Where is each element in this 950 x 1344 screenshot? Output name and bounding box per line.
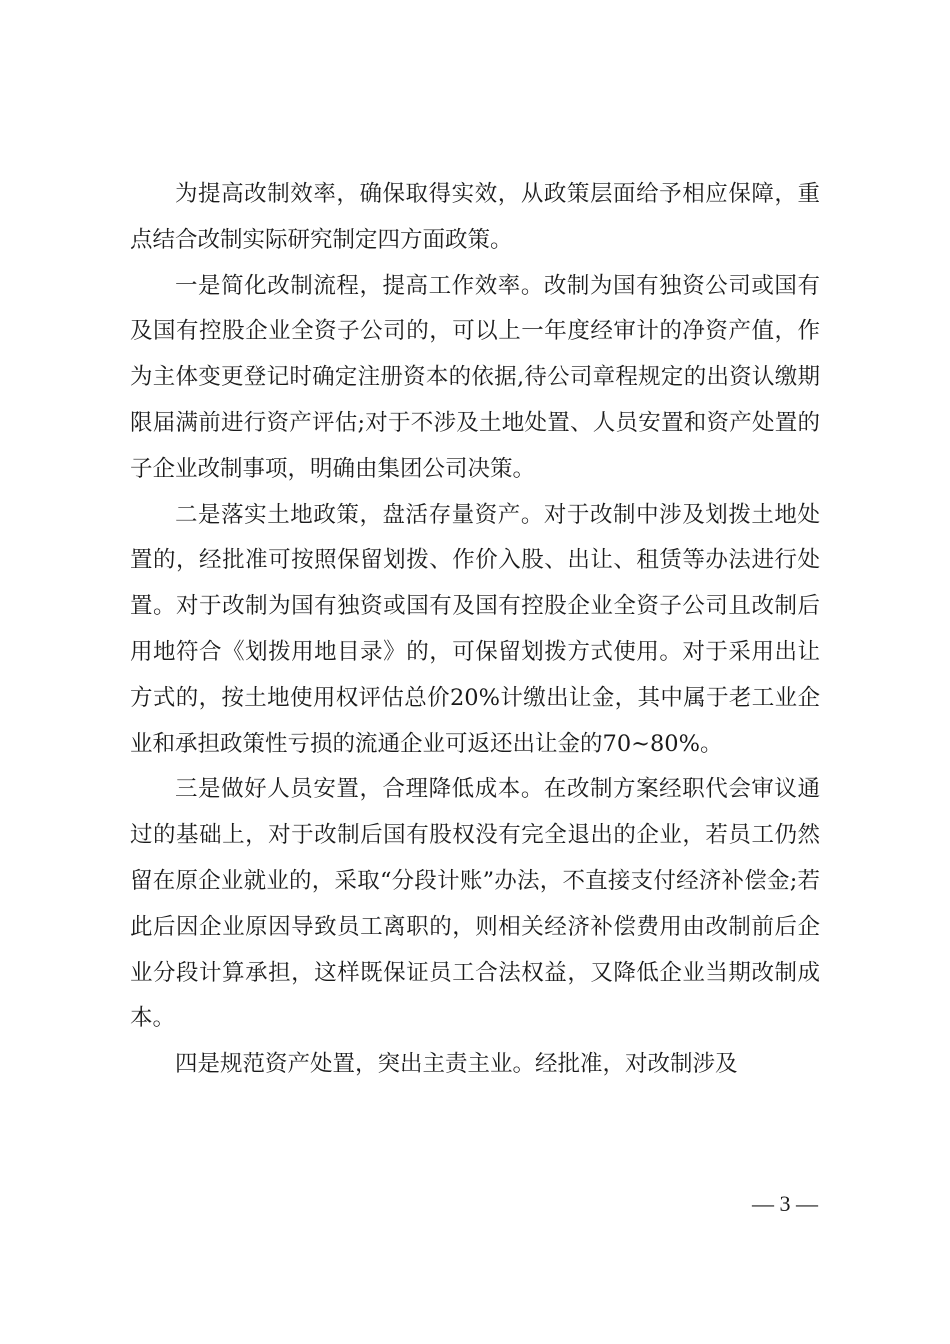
paragraph-point-three: 三是做好人员安置，合理降低成本。在改制方案经职代会审议通过的基础上，对于改制后国有股权没有完全退出的企业，若员工仍然留在原企业就业的，采取“分段计账”办法，不直接支付经济补偿金;若此后因企业原因导致员工离职的，则相关经济补偿费用由改制前后企业分段计算承担，这样既保证员工合法权益，又降低企业当期改制成本。 — [130, 776, 820, 1032]
paragraph-point-two: 二是落实土地政策，盘活存量资产。对于改制中涉及划拨土地处置的，经批准可按照保留划拨、作价入股、出让、租赁等办法进行处置。对于改制为国有独资或国有及国有控股企业全资子公司且改制后用地符合《划拨用地目录》的，可保留划拨方式使用。对于采用出让方式的，按土地使用权评估总价20%计缴出让金，其中属于老工业企业和承担政策性亏损的流通企业可返还出让金的70~80%。 — [130, 501, 820, 757]
document-body — [130, 172, 820, 1088]
paragraph-point-four: 四是规范资产处置，突出主责主业。经批准，对改制涉及 — [175, 1051, 738, 1078]
paragraph-intro: 为提高改制效率，确保取得实效，从政策层面给予相应保障，重点结合改制实际研究制定四方面政策。 — [130, 181, 820, 253]
paragraph-point-one: 一是简化改制流程，提高工作效率。改制为国有独资公司或国有及国有控股企业全资子公司的，可以上一年度经审计的净资产值，作为主体变更登记时确定注册资本的依据,待公司章程规定的出资认缴期限届满前进行资产评估;对于不涉及土地处置、人员安置和资产处置的子企业改制事项，明确由集团公司决策。 — [130, 272, 820, 482]
page-number: — 3 — — [752, 1191, 818, 1216]
